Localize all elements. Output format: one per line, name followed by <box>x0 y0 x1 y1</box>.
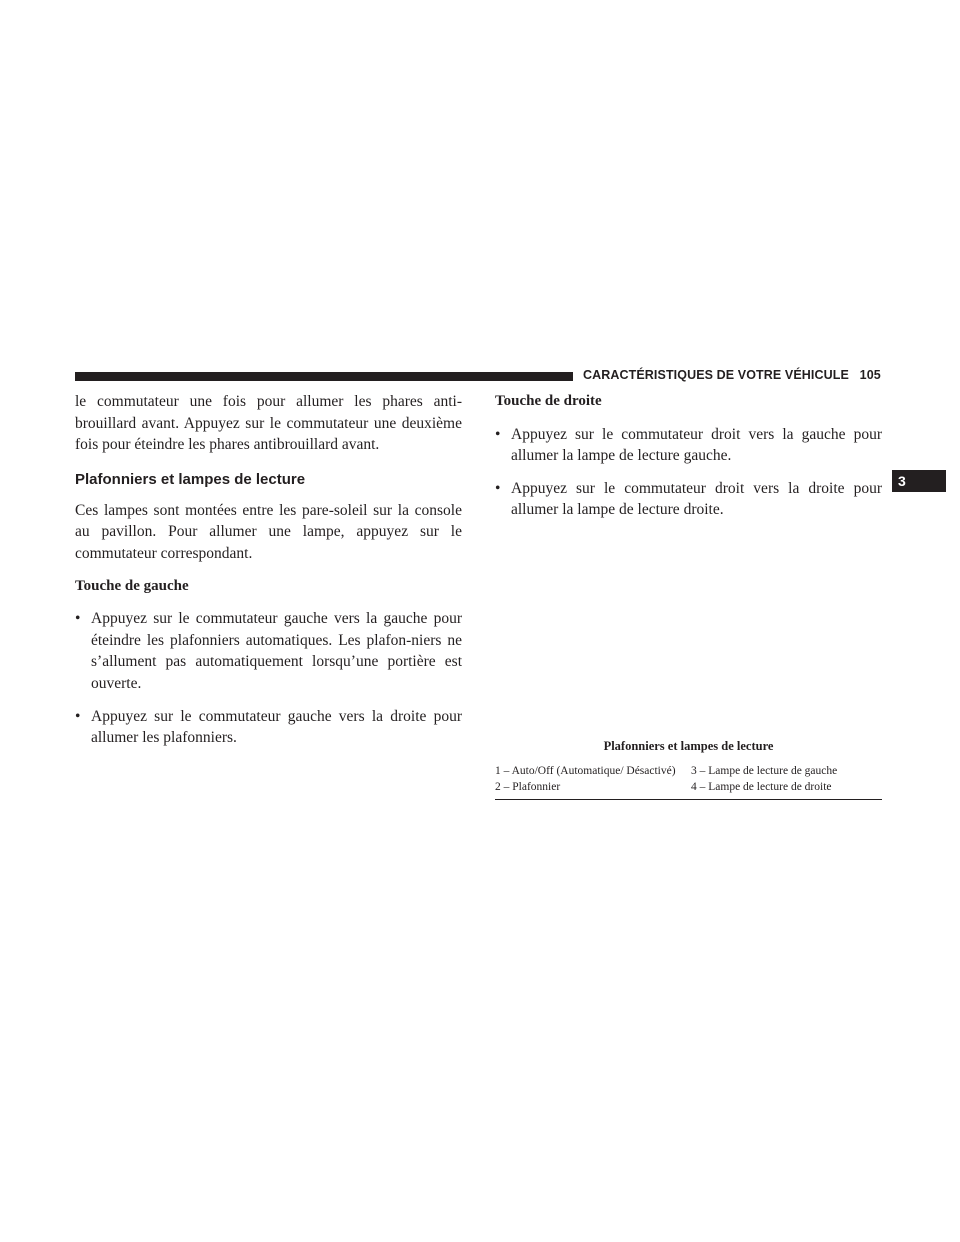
legend-row <box>495 764 882 778</box>
figure-caption: Plafonniers et lampes de lecture <box>603 739 774 753</box>
left-column <box>75 391 462 760</box>
bullet-icon: • <box>75 610 81 628</box>
chapter-tab: 3 <box>892 470 946 492</box>
list-item <box>75 706 462 749</box>
bullet-icon: • <box>495 425 501 443</box>
running-header <box>583 366 893 384</box>
list-item <box>75 608 462 694</box>
legend-item-1: 1 – Auto/Off (Automatique/ Désactivé) <box>495 765 676 777</box>
list-item-text: Appuyez sur le commutateur gauche vers la droite pour allumer les plafonniers. <box>91 707 462 747</box>
right-button-heading: Touche de droite <box>495 393 602 409</box>
list-item <box>495 424 882 467</box>
left-button-heading: Touche de gauche <box>75 577 189 594</box>
legend-item-2: 2 – Plafonnier <box>495 781 561 793</box>
list-item <box>495 478 882 521</box>
left-button-list <box>75 608 462 749</box>
list-item-text: Appuyez sur le commutateur gauche vers la gauche pour éteindre les plafonniers automatiques. Les plafon-niers ne s’allument pas automatiquement lorsqu’une portière est ouverte. <box>91 610 462 692</box>
section-paragraph: Ces lampes sont montées entre les pare-soleil sur la console au pavillon. Pour allumer une lampe, appuyez sur le commutateur correspondant. <box>75 501 462 562</box>
legend-item-3: 3 – Lampe de lecture de gauche <box>691 765 838 777</box>
bullet-icon: • <box>75 707 81 725</box>
bullet-icon: • <box>495 479 501 497</box>
legend-row <box>495 780 882 794</box>
legend-item-4: 4 – Lampe de lecture de droite <box>691 781 832 793</box>
figure-legend <box>495 764 882 800</box>
intro-paragraph: le commutateur une fois pour allumer les phares anti-brouillard avant. Appuyez sur le commutateur une deuxième fois pour éteindre les phares antibrouillard avant. <box>75 393 462 454</box>
page-number: 105 <box>859 368 881 382</box>
header-rule <box>75 372 573 381</box>
list-item-text: Appuyez sur le commutateur droit vers la droite pour allumer la lampe de lecture droite. <box>511 479 882 519</box>
list-item-text: Appuyez sur le commutateur droit vers la gauche pour allumer la lampe de lecture gauche. <box>511 425 882 465</box>
right-column <box>495 391 882 532</box>
section-heading: Plafonniers et lampes de lecture <box>75 470 306 488</box>
header-title: CARACTÉRISTIQUES DE VOTRE VÉHICULE <box>583 368 849 382</box>
right-button-list <box>495 424 882 521</box>
